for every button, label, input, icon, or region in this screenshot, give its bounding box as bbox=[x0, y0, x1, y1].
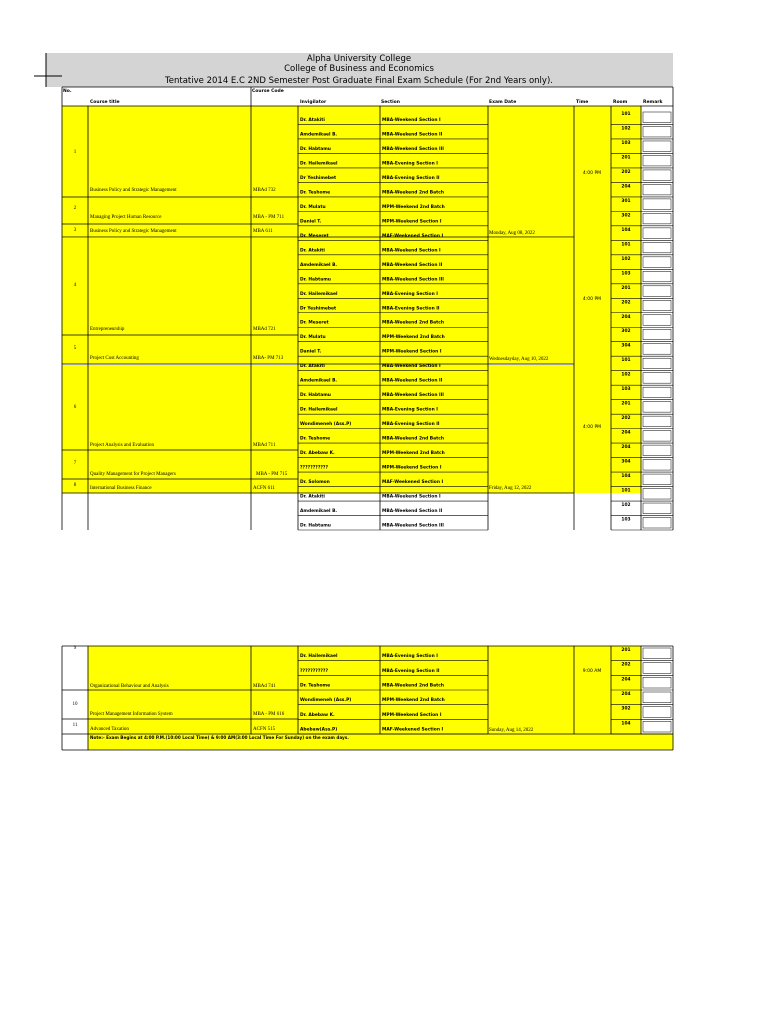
remark-cell bbox=[643, 184, 671, 194]
room-number: 104 bbox=[621, 474, 631, 480]
section-name: MBA-Weekend Section I bbox=[382, 364, 441, 370]
exam-date: Friday, Aug 12, 2022 bbox=[489, 486, 532, 491]
invigilator-name: Dr Yeshimebet bbox=[300, 306, 337, 312]
room-number: 204 bbox=[621, 184, 631, 190]
section-name: MBA-Weekend Section II bbox=[382, 378, 443, 384]
col-code-header: Course Code bbox=[252, 89, 284, 94]
section-name: MBA-Weekend Section I bbox=[382, 248, 441, 254]
remark-cell bbox=[643, 721, 671, 732]
remark-cell bbox=[643, 300, 671, 310]
room-number: 201 bbox=[621, 648, 631, 653]
invigilator-name: Dr. Atakiti bbox=[300, 364, 325, 370]
section-name: MBA-Evening Section II bbox=[382, 175, 440, 181]
remark-cell bbox=[643, 315, 671, 325]
date-fill bbox=[488, 365, 574, 493]
remark-cell bbox=[643, 707, 671, 718]
invigilator-name: Dr. Teshome bbox=[300, 683, 331, 689]
col-section-header: Section bbox=[381, 100, 400, 105]
course-code: ACFN 515 bbox=[253, 727, 276, 732]
invigilator-name: Dr. Teshome bbox=[300, 190, 331, 196]
section-name: MBA-Evening Section I bbox=[382, 291, 438, 297]
row-number: 2 bbox=[73, 206, 77, 211]
remark-cell bbox=[643, 213, 671, 223]
section-name: MPM-Weekend 2nd Batch bbox=[382, 204, 445, 210]
room-number: 102 bbox=[621, 126, 631, 132]
col-remark-header: Remark bbox=[643, 100, 663, 105]
room-number: 104 bbox=[621, 227, 631, 233]
course-code: ACFN 611 bbox=[253, 486, 275, 491]
room-number: 101 bbox=[621, 242, 631, 248]
room-number: 103 bbox=[621, 271, 631, 277]
room-number: 201 bbox=[621, 155, 631, 161]
room-number: 202 bbox=[621, 169, 631, 175]
institution-name: Alpha University College bbox=[306, 54, 412, 64]
invigilator-name: Dr. Teshome bbox=[300, 436, 331, 442]
invigilator-name: Dr. Hailemikael bbox=[300, 407, 338, 413]
remark-cell bbox=[643, 344, 671, 354]
date-fill bbox=[488, 646, 574, 734]
room-number: 102 bbox=[621, 372, 631, 378]
remark-cell bbox=[643, 271, 671, 281]
section-name: MBA-Weekend Section II bbox=[382, 509, 443, 515]
room-number: 103 bbox=[621, 387, 631, 393]
room-number: 201 bbox=[621, 401, 631, 407]
room-number: 201 bbox=[621, 285, 631, 291]
remark-cell bbox=[643, 112, 671, 122]
course-title: Project Cost Accounting bbox=[90, 356, 139, 361]
column-headers bbox=[63, 88, 663, 105]
room-number: 304 bbox=[621, 343, 631, 349]
course-code: MBA- PM 713 bbox=[253, 356, 284, 361]
section-name: MBA-Evening Section II bbox=[382, 306, 440, 312]
course-code: MBA 611 bbox=[253, 229, 273, 234]
course-title: Organizational Behaviour and Analysis bbox=[90, 684, 169, 689]
remark-cell bbox=[643, 416, 671, 426]
section-name: MPM-Weekend Section I bbox=[382, 349, 442, 355]
col-no-header: No. bbox=[63, 89, 72, 94]
remark-cell bbox=[643, 663, 671, 674]
course-code: MBAd 721 bbox=[253, 327, 276, 332]
remark-cell bbox=[643, 242, 671, 252]
room-number: 204 bbox=[621, 677, 631, 683]
time-fill bbox=[574, 646, 611, 734]
remark-cell bbox=[643, 431, 671, 441]
room-number: 103 bbox=[621, 140, 631, 146]
invigilator-name: Dr. Hailemikael bbox=[300, 291, 338, 297]
section-name: MBA-Weekend Section III bbox=[382, 277, 444, 283]
date-fill bbox=[488, 106, 574, 237]
room-number: 102 bbox=[621, 503, 631, 509]
room-number: 204 bbox=[621, 445, 631, 451]
section-name: MBA-Weekend Section II bbox=[382, 132, 443, 138]
remark-cell bbox=[643, 445, 671, 455]
remark-cell bbox=[643, 402, 671, 412]
section-name: MPM-Weekend 2nd Batch bbox=[382, 451, 445, 457]
remark-cell bbox=[643, 692, 671, 703]
schedule-block-2 bbox=[62, 646, 673, 750]
remark-cell bbox=[643, 358, 671, 368]
section-name: MBA-Evening Section II bbox=[382, 422, 440, 428]
invigilator-name: Dr. Habtamu bbox=[300, 523, 331, 529]
exam-time: 4:00 PM bbox=[582, 171, 602, 176]
section-name: MBA-Weekend 2nd Batch bbox=[382, 436, 444, 442]
row-number: 6 bbox=[73, 405, 77, 410]
row-number: 10 bbox=[72, 702, 78, 707]
section-name: MBA-Weekend 2nd Batch bbox=[382, 683, 444, 689]
remark-cell bbox=[643, 474, 671, 484]
room-number: 204 bbox=[621, 314, 631, 320]
remark-cell bbox=[643, 257, 671, 267]
room-number: 104 bbox=[621, 721, 631, 727]
invigilator-name: Dr. Meseret bbox=[300, 320, 329, 326]
section-name: MBA-Weekend Section III bbox=[382, 146, 444, 152]
remark-cell bbox=[643, 373, 671, 383]
course-code: MBA - PM 715 bbox=[256, 472, 288, 477]
remark-cell bbox=[643, 329, 671, 339]
course-code: MBA - PM 616 bbox=[253, 712, 285, 717]
remark-cell bbox=[643, 126, 671, 136]
exam-date: Sunday, Aug 14, 2022 bbox=[489, 728, 534, 733]
col-invig-header: Invigilator bbox=[300, 100, 327, 105]
row-number: 8 bbox=[73, 483, 77, 488]
exam-note: Note:- Exam Begins at 4:00 P.M.(10:00 Local Time) & 9:00 AM(3:00 Local Time For Sunday) on the exam days. bbox=[90, 735, 349, 740]
invigilator-name: ??????????? bbox=[300, 465, 329, 471]
course-title: Business Policy and Strategic Management bbox=[90, 229, 177, 234]
invigilator-name: Amdemikael B. bbox=[300, 378, 338, 384]
invigilator-name: ??????????? bbox=[300, 668, 329, 674]
invigilator-name: Dr. Atakiti bbox=[300, 248, 325, 254]
invigilator-name: Dr. Hailemikael bbox=[300, 654, 338, 660]
room-number: 202 bbox=[621, 300, 631, 306]
row-number: 4 bbox=[73, 283, 77, 288]
course-title: Project Management Information System bbox=[90, 712, 173, 717]
remark-cell bbox=[643, 648, 671, 659]
course-code: MBA - PM 711 bbox=[253, 215, 285, 220]
course-code: MBAd 741 bbox=[253, 684, 276, 689]
section-name: MPM-Weekend Section I bbox=[382, 712, 442, 718]
course-title: Managing Project Human Resource bbox=[90, 215, 162, 220]
date-fill bbox=[488, 238, 574, 364]
col-room-header: Room bbox=[613, 100, 628, 105]
course-code: MBAd 732 bbox=[253, 188, 276, 193]
row-number: 1 bbox=[73, 150, 77, 155]
schedule-title: Tentative 2014 E.C 2ND Semester Post Graduate Final Exam Schedule (For 2nd Years only). bbox=[165, 76, 553, 86]
course-title: Entrepreneurship bbox=[90, 327, 125, 332]
room-number: 204 bbox=[621, 430, 631, 436]
row-number: 7 bbox=[73, 461, 77, 466]
invigilator-name: Amdemikael B. bbox=[300, 262, 338, 268]
remark-cell bbox=[643, 286, 671, 296]
left-fill bbox=[62, 238, 298, 364]
remark-cell bbox=[643, 489, 671, 499]
room-number: 202 bbox=[621, 662, 631, 668]
invigilator-name: Dr Yeshimebet bbox=[300, 175, 337, 181]
room-number: 302 bbox=[621, 329, 631, 335]
col-title-header: Course title bbox=[90, 100, 120, 105]
section-name: MBA-Weekend 2nd Batch bbox=[382, 190, 444, 196]
invigilator-name: Dr. Hailemikael bbox=[300, 161, 338, 167]
section-name: MAF-Weekened Section I bbox=[382, 233, 444, 239]
exam-date: Wednesdayday, Aug 10, 2022 bbox=[489, 357, 549, 362]
remark-cell bbox=[643, 199, 671, 209]
invigilator-name: Daniel T. bbox=[300, 349, 322, 355]
room-number: 101 bbox=[621, 488, 631, 494]
remark-cell bbox=[643, 141, 671, 151]
invigilator-name: Dr. Habtamu bbox=[300, 393, 331, 399]
section-name: MPM-Weekend 2nd Batch bbox=[382, 698, 445, 704]
invigilator-name: Dr. Abebaw K. bbox=[300, 451, 335, 457]
room-number: 302 bbox=[621, 213, 631, 219]
section-name: MBA-Evening Section I bbox=[382, 407, 438, 413]
course-title: Project Analysis and Evaluation bbox=[90, 443, 155, 448]
section-name: MBA-Weekend Section I bbox=[382, 494, 441, 500]
room-number: 302 bbox=[621, 706, 631, 712]
section-name: MBA-Evening Section I bbox=[382, 161, 438, 167]
section-name: MAF-Weekened Section I bbox=[382, 480, 444, 486]
section-name: MBA-Weekend 2nd Batch bbox=[382, 320, 444, 326]
course-title: Advanced Taxation bbox=[90, 727, 129, 732]
row-number: 9 bbox=[73, 646, 77, 651]
room-number: 101 bbox=[621, 358, 631, 364]
remark-cell bbox=[643, 170, 671, 180]
section-name: MPM-Weekend Section I bbox=[382, 465, 442, 471]
row-number: 5 bbox=[73, 346, 77, 351]
section-name: MBA-Evening Section II bbox=[382, 668, 440, 674]
remark-cell bbox=[643, 503, 671, 513]
section-name: MBA-Weekend Section I bbox=[382, 117, 441, 123]
invigilator-name: Dr. Habtamu bbox=[300, 277, 331, 283]
section-name: MBA-Evening Section I bbox=[382, 654, 438, 660]
remark-cell bbox=[643, 387, 671, 397]
exam-time: 9:00 AM bbox=[582, 669, 602, 674]
invigilator-name: Dr. Atakiti bbox=[300, 117, 325, 123]
exam-time: 4:00 PM bbox=[582, 297, 602, 302]
room-number: 103 bbox=[621, 517, 631, 523]
col-date-header: Exam Date bbox=[489, 100, 517, 105]
invigilator-name: Dr. Meseret bbox=[300, 233, 329, 239]
invigilator-name: Dr. Habtamu bbox=[300, 146, 331, 152]
schedule-block-1 bbox=[62, 87, 673, 530]
course-code: MBAd 711 bbox=[253, 443, 276, 448]
exam-date: Monday, Aug 08, 2022 bbox=[489, 231, 535, 236]
invigilator-name: Dr. Mulatu bbox=[300, 335, 326, 341]
room-number: 202 bbox=[621, 416, 631, 422]
section-name: MPM-Weekend 2nd Batch bbox=[382, 335, 445, 341]
col-time-header: Time bbox=[576, 100, 589, 105]
invigilator-name: Wondimeneh (Ass.P) bbox=[300, 422, 352, 428]
section-name: MAF-Weekened Section I bbox=[382, 727, 444, 733]
section-name: MBA-Weekend Section III bbox=[382, 393, 444, 399]
invigilator-name: Amdemikael B. bbox=[300, 509, 338, 515]
row-number: 11 bbox=[72, 723, 78, 728]
room-number: 102 bbox=[621, 256, 631, 262]
invigilator-name: Amdemikael B. bbox=[300, 132, 338, 138]
room-number: 301 bbox=[621, 198, 631, 204]
section-name: MPM-Weekend Section I bbox=[382, 219, 442, 225]
invigilator-name: Dr. Abebaw K. bbox=[300, 712, 335, 718]
course-title: International Business Finance bbox=[90, 486, 152, 491]
remark-cell bbox=[643, 518, 671, 528]
invigilator-name: Dr. Atakiti bbox=[300, 494, 325, 500]
section-name: MBA-Weekend Section II bbox=[382, 262, 443, 268]
remark-cell bbox=[643, 460, 671, 470]
exam-time: 4:00 PM bbox=[582, 425, 602, 430]
room-number: 304 bbox=[621, 459, 631, 465]
invigilator-name: Daniel T. bbox=[300, 219, 322, 225]
row-number: 3 bbox=[73, 228, 77, 233]
course-title: Quality Management for Project Managers bbox=[90, 472, 176, 477]
room-number: 101 bbox=[621, 112, 631, 117]
remark-cell bbox=[643, 677, 671, 688]
invigilator-name: Dr. Solomon bbox=[300, 480, 330, 486]
remark-cell bbox=[643, 228, 671, 238]
remark-cell bbox=[643, 155, 671, 165]
invigilator-name: Wondimeneh (Ass.P) bbox=[300, 698, 352, 704]
invigilator-name: Dr. Mulatu bbox=[300, 204, 326, 210]
room-number: 204 bbox=[621, 692, 631, 697]
invigilator-name: Abebaw(Ass.P) bbox=[300, 727, 338, 733]
course-title: Business Policy and Strategic Management bbox=[90, 188, 177, 193]
section-name: MBA-Weekend Section III bbox=[382, 523, 444, 529]
college-name: College of Business and Economics bbox=[284, 64, 434, 74]
